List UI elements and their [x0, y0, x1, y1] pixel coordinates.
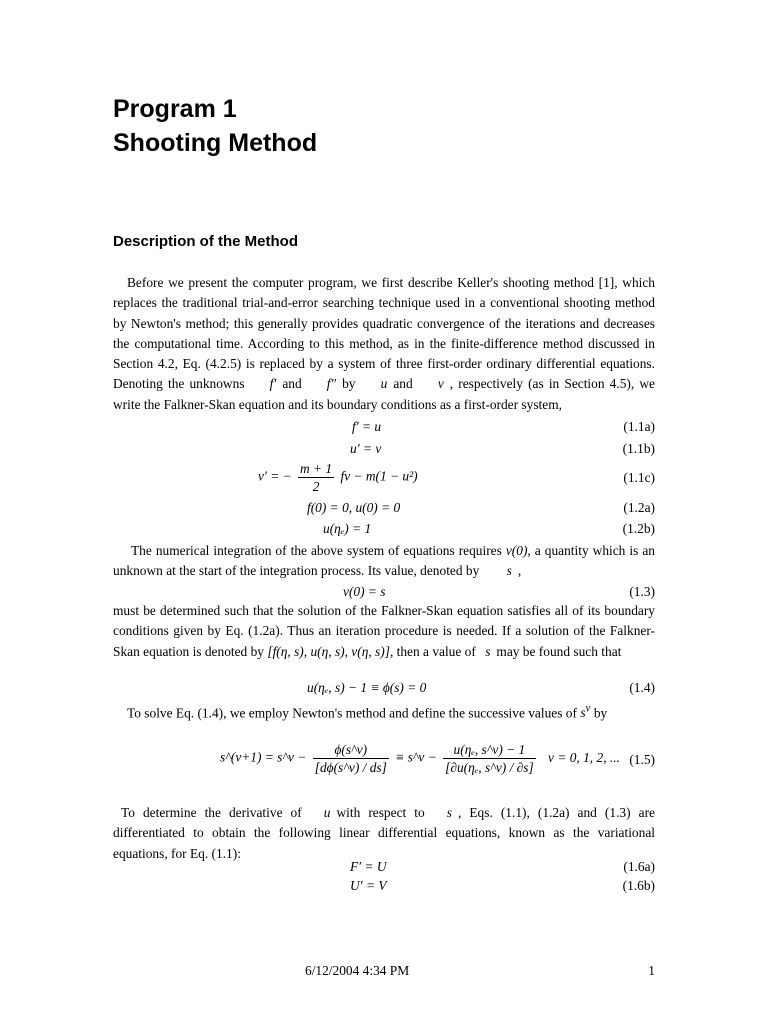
equation-1-6b: U′ = V [350, 878, 387, 893]
fraction: $\frac{\text{u(ηₑ, s\textasciicircum{}ν) − 1}}{\text{[∂u(ηₑ, s\textasciicircum{}ν) / ∂s]}}$ [445, 742, 534, 775]
equation-number: (1.5) [629, 752, 655, 767]
equation-number: (1.1b) [622, 441, 655, 456]
equation-1-3: v(0) = s [343, 584, 386, 599]
page-title [113, 92, 317, 160]
section-heading: Description of the Method [113, 233, 298, 250]
equation-1-6a: F′ = U [350, 859, 387, 874]
equation-1-2b: u(ηₑ) = 1 [323, 521, 372, 536]
fraction: $\frac{m + 1}{2}$ [300, 461, 333, 494]
fraction: $\frac{\phi(s\^{}\nu)}{[d\phi(s\^{}\nu) / ds]}$ [314, 742, 387, 775]
equation-1-1a: f′ = u [352, 419, 382, 434]
equation-number: (1.6b) [622, 878, 655, 893]
equation-number: (1.2a) [623, 500, 655, 515]
equation-1-4: u(ηₑ, s) − 1 ≡ ϕ(s) = 0 [307, 680, 427, 695]
equation-number: (1.1a) [623, 419, 655, 434]
equation-1-2a: f(0) = 0, u(0) = 0 [307, 500, 401, 515]
footer-timestamp: 6/12/2004 4:34 PM [305, 963, 410, 978]
equation-number: (1.6a) [623, 859, 655, 874]
paragraph-newton: To solve Eq. (1.4), we employ Newton's method and define the successive values of $s^\nu$ by [127, 703, 608, 721]
title-line-method: Shooting Method [113, 129, 318, 157]
equation-number: (1.3) [629, 584, 655, 599]
equation-1-5: s^(ν+1) = s^ν − $\frac{\phi(s\^{}\nu)}{[d\phi(s\^{}\nu) / ds]}$ ≡ s^ν − $\frac{\text{u(ηₑ, s\textasciicircum{}ν) − 1}}{\text{[∂u(ηₑ, s\textasciicircum{}ν) / ∂s]}}$ ν = 0, 1, 2, ... [220, 742, 620, 775]
page-number: 1 [648, 963, 655, 978]
title-line-program: Program 1 [113, 95, 237, 123]
paragraph-iteration: must be determined such that the solution of the Falkner-Skan equation satisfies all of its boundary conditions given by Eq. (1.2a). Thus an iteration procedure is needed. If a solution of the Falkner-Skan equation is denoted by [f(η, s), u(η, s), v(η, s)], then a value of s may be found such that [113, 603, 655, 659]
equation-number: (1.2b) [622, 521, 655, 536]
equation-number: (1.1c) [623, 470, 655, 485]
paragraph-integration: The numerical integration of the above system of equations requires v(0), a quantity which is an unknown at the start of the integration process. Its value, denoted by s , [113, 543, 655, 579]
equation-1-1b: u′ = v [350, 441, 382, 456]
equation-1-1c: v′ = − $\frac{m + 1}{2}$ fv − m(1 − u²) [258, 461, 418, 494]
paragraph-variational: To determine the derivative of u with respect to s , Eqs. (1.1), (1.2a) and (1.3) are differentiated to obtain the following linear differential equations, known as the variational equations, for Eq. (1.1): [113, 805, 655, 861]
paragraph-intro: Before we present the computer program, we first describe Keller's shooting method [1], which replaces the traditional trial-and-error searching technique used in a conventional shooting method by Newton's method; this generally provides quadratic convergence of the iterations and decreases the computational time. According to this method, as in the finite-difference method discussed in Section 4.2, Eq. (4.2.5) is replaced by a system of three first-order ordinary differential equations. Denoting the unknowns f′ and f″ by u and v , respectively (as in Section 4.5), we write the Falkner-Skan equation and its boundary conditions as a first-order system, [113, 275, 655, 412]
equation-number: (1.4) [629, 680, 655, 695]
